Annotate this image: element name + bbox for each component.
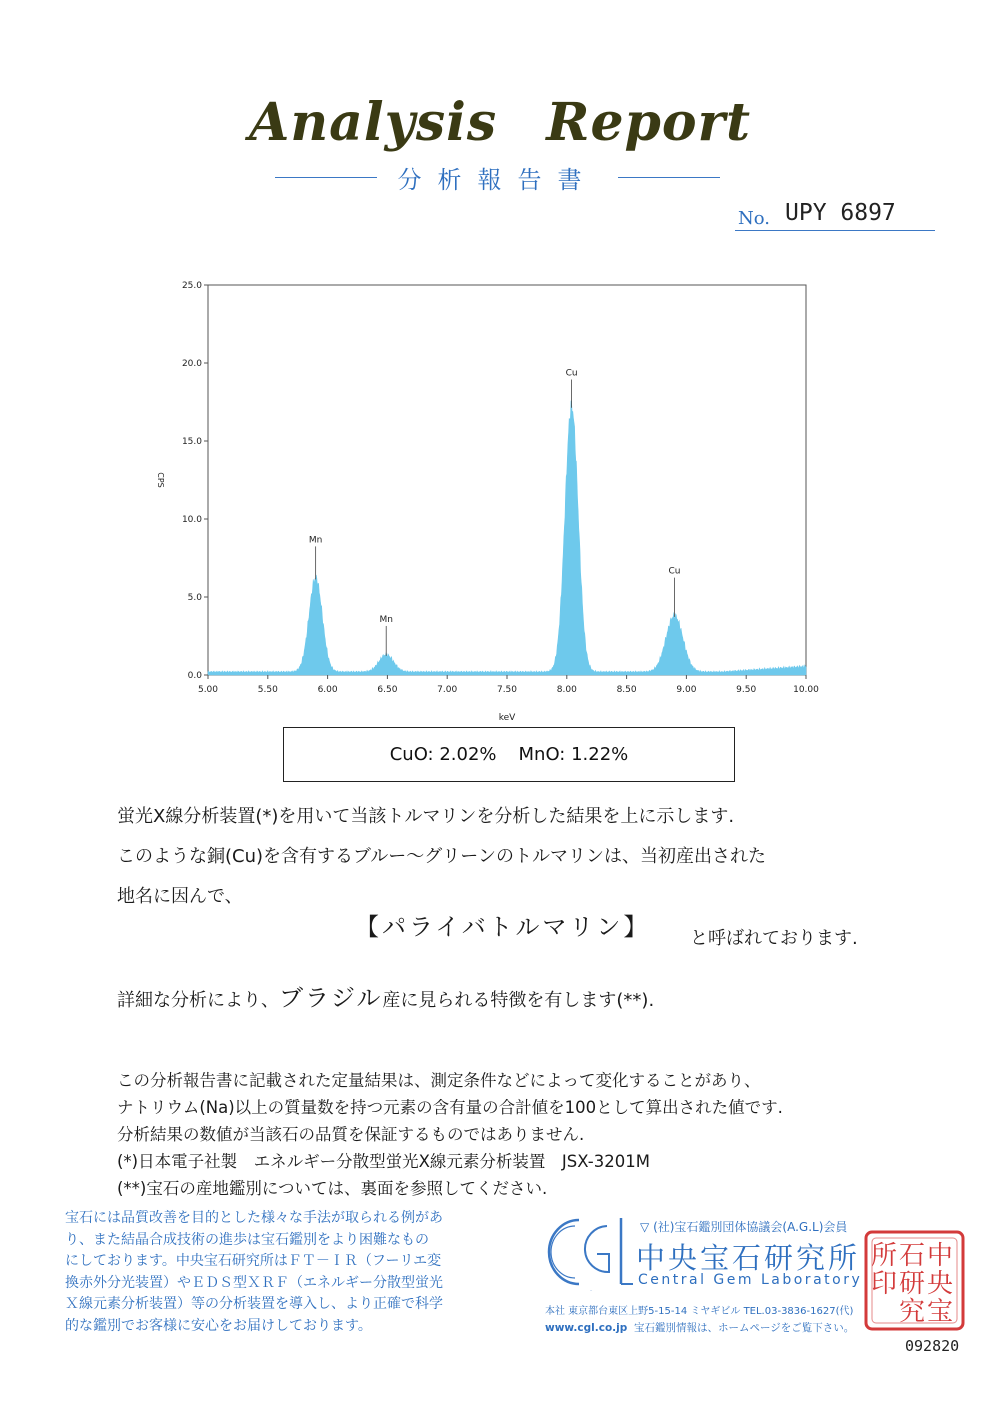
mno-result: MnO: 1.22% xyxy=(518,744,629,765)
body-line-2: このような銅(Cu)を含有するブルー～グリーンのトルマリンは、当初産出された xyxy=(117,846,766,867)
y-tick-label: 25.0 xyxy=(181,281,202,291)
x-tick-label: 5.50 xyxy=(257,685,278,695)
cuo-result: CuO: 2.02% xyxy=(389,744,497,765)
origin-country: ブラジル xyxy=(279,984,383,1012)
red-seal-stamp xyxy=(862,1228,967,1333)
body-line-3: 地名に因んで、 xyxy=(117,886,243,907)
x-tick-label: 9.00 xyxy=(676,685,697,695)
report-number-value: UPY 6897 xyxy=(785,200,896,226)
spectrum-area xyxy=(208,401,806,675)
svg-text:央: 央 xyxy=(926,1269,954,1299)
disclaimer-line: 宝石には品質改善を目的とした様々な手法が取られる例があ xyxy=(65,1210,443,1226)
svg-text:中: 中 xyxy=(926,1241,954,1271)
disclaimer-line: 的な鑑別でお客様に安心をお届けしております。 xyxy=(65,1317,372,1334)
logo-text: CGL xyxy=(590,1291,593,1292)
y-tick-label: 15.0 xyxy=(181,437,202,447)
disclaimer-line: り、また結晶合成技術の進歩は宝石鑑別をより困難なもの xyxy=(65,1231,429,1248)
report-number-label: No. xyxy=(738,208,770,229)
origin-suffix: 産に見られる特徴を有します(**). xyxy=(382,990,655,1011)
body-line-1: 蛍光X線分析装置(*)を用いて当該トルマリンを分析した結果を上に示します. xyxy=(117,806,735,827)
svg-text:印: 印 xyxy=(870,1269,898,1299)
svg-text:研: 研 xyxy=(898,1269,926,1299)
x-tick-label: 6.00 xyxy=(317,685,338,695)
lab-website-line xyxy=(545,1320,854,1335)
y-axis-label: CPS xyxy=(156,472,165,488)
origin-line xyxy=(117,978,654,1013)
stone-name: 【パライバトルマリン】 xyxy=(355,913,651,941)
x-tick-label: 5.00 xyxy=(197,685,219,695)
x-tick-label: 9.50 xyxy=(736,685,757,695)
disclaimer-line: Ｘ線元素分析装置）等の分析装置を導入し、より正確で科学 xyxy=(65,1296,443,1312)
note-line-4: (*)日本電子社製 エネルギー分散型蛍光X線元素分析装置 JSX-3201M xyxy=(117,1152,650,1171)
y-tick-label: 5.0 xyxy=(187,593,202,603)
website-note: 宝石鑑別情報は、ホームページをご覧下さい。 xyxy=(633,1322,855,1334)
y-tick-label: 0.0 xyxy=(187,671,202,681)
lab-website: www.cgl.co.jp xyxy=(545,1322,628,1334)
report-title: Analysis Report xyxy=(249,92,751,153)
lab-name-english: Central Gem Laboratory xyxy=(638,1272,863,1288)
x-axis-label: keV xyxy=(498,713,516,723)
cgl-logo xyxy=(545,1212,635,1292)
origin-prefix: 詳細な分析により、 xyxy=(117,990,279,1011)
note-line-1: この分析報告書に記載された定量結果は、測定条件などによって変化することがあり、 xyxy=(117,1071,761,1090)
peak-label: Mn xyxy=(308,535,323,546)
result-box xyxy=(283,727,735,782)
x-tick-label: 8.50 xyxy=(616,685,637,695)
report-number xyxy=(735,200,935,231)
x-tick-label: 10.00 xyxy=(793,685,819,695)
note-line-2: ナトリウム(Na)以上の質量数を持つ元素の含有量の合計値を100として算出された値です. xyxy=(117,1098,783,1117)
diamond-icon: ▽ xyxy=(640,1220,650,1234)
document-code: 092820 xyxy=(905,1337,960,1355)
association-label: (社)宝石鑑別団体協議会(A.G.L)会員 xyxy=(653,1220,848,1234)
lab-address: 本社 東京都台東区上野5-15-14 ミヤギビル TEL.03-3836-1627(代) xyxy=(545,1306,854,1317)
note-line-5: (**)宝石の産地鑑別については、裏面を参照してください. xyxy=(117,1179,548,1198)
disclaimer-line: にしております。中央宝石研究所はＦＴ－ＩＲ（フーリエ変 xyxy=(65,1253,442,1269)
report-subtitle xyxy=(275,160,720,196)
x-tick-label: 7.50 xyxy=(496,685,518,695)
svg-text:所: 所 xyxy=(870,1241,898,1271)
lab-name-japanese: 中央宝石研究所 xyxy=(636,1241,861,1275)
peak-label: Cu xyxy=(565,368,578,379)
note-line-3: 分析結果の数値が当該石の品質を保証するものではありません. xyxy=(117,1125,585,1144)
association-text xyxy=(640,1218,847,1235)
plot-frame xyxy=(208,285,806,675)
svg-text:究: 究 xyxy=(898,1297,926,1327)
y-tick-label: 10.0 xyxy=(181,515,202,525)
disclaimer-paragraph xyxy=(65,1208,505,1337)
xrf-spectrum-chart xyxy=(150,275,830,725)
x-tick-label: 8.00 xyxy=(556,685,577,695)
peak-label: Mn xyxy=(379,614,393,625)
disclaimer-line: 換赤外分光装置）やＥＤＳ型ＸＲＦ（エネルギー分散型蛍光 xyxy=(65,1274,443,1291)
called-text: と呼ばれております. xyxy=(690,928,858,949)
y-tick-label: 20.0 xyxy=(181,359,202,369)
subtitle-text: 分析報告書 xyxy=(397,166,598,194)
svg-text:宝: 宝 xyxy=(926,1297,954,1327)
x-tick-label: 7.00 xyxy=(437,685,458,695)
peak-label: Cu xyxy=(668,566,681,577)
x-tick-label: 6.50 xyxy=(377,685,398,695)
svg-text:石: 石 xyxy=(898,1241,926,1271)
